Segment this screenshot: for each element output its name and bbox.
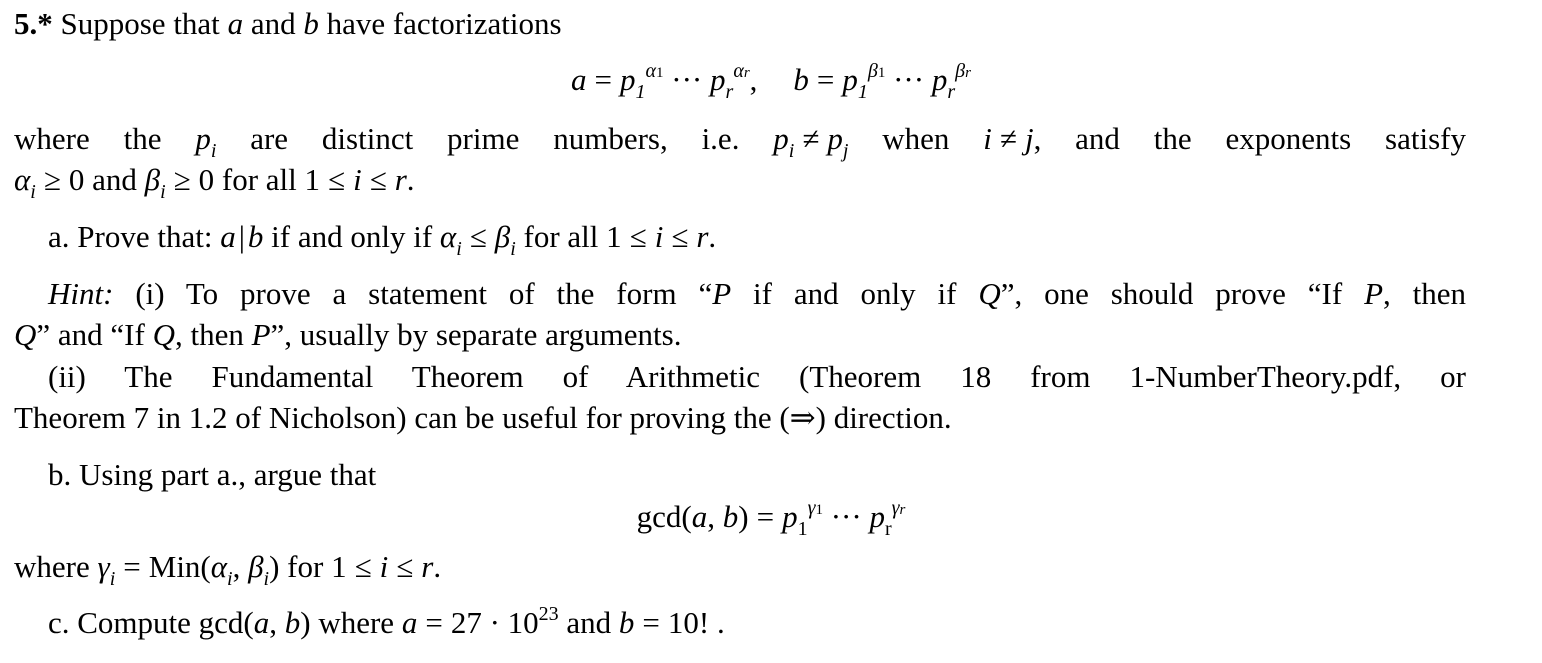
hint-ii-line-2: Theorem 7 in 1.2 of Nicholson) can be useful for proving the (⇒) direction. (14, 400, 952, 435)
part-a-statement: a. Prove that: a|b if and only if $\alpha_i \le \beta_i$ for all 1 ≤ i ≤ r. (48, 219, 717, 260)
where-clause-line-1: where the $p_i$ are distinct prime numbers, i.e. $p_i \ne p_j$ when i ≠ j, and the exponents satisfy (14, 121, 1466, 162)
part-b-statement: b. Using part a., argue that (48, 457, 377, 492)
factorization-equation: $a = p_1^{\alpha 1}$ ··· $p_r^{\alpha r}$, $b = p_1^{\beta 1}$ ··· $p_r^{\beta r}$ (571, 60, 971, 103)
hint-ii-line-1: (ii) The Fundamental Theorem of Arithmetic (Theorem 18 from 1-NumberTheory.pdf, or (48, 359, 1466, 394)
where-clause-line-2: $\alpha_i \ge 0$ and $\beta_i \ge 0$ for all 1 ≤ i ≤ r. (14, 162, 415, 203)
part-b-where-clause: where $\gamma_i = Min(\alpha_i$, $\beta_i$) for 1 ≤ i ≤ r. (14, 549, 442, 590)
part-c-statement: c. Compute gcd(a, b) where $a = 27 \cdot 10^{23}$ and b = 10! . (48, 603, 725, 640)
hint-i-line-1: Hint: (i) To prove a statement of the form “P if and only if Q”, one should prove “If P, then (48, 276, 1467, 311)
problem-intro: 5.* Suppose that a and b have factorizations (14, 6, 562, 41)
hint-i-line-2: Q” and “If Q, then P”, usually by separate arguments. (14, 317, 682, 352)
gcd-formula: gcd(a, $b) = p_1^{\gamma 1}$ ··· $p_r^{\gamma r}$ (636, 497, 906, 540)
